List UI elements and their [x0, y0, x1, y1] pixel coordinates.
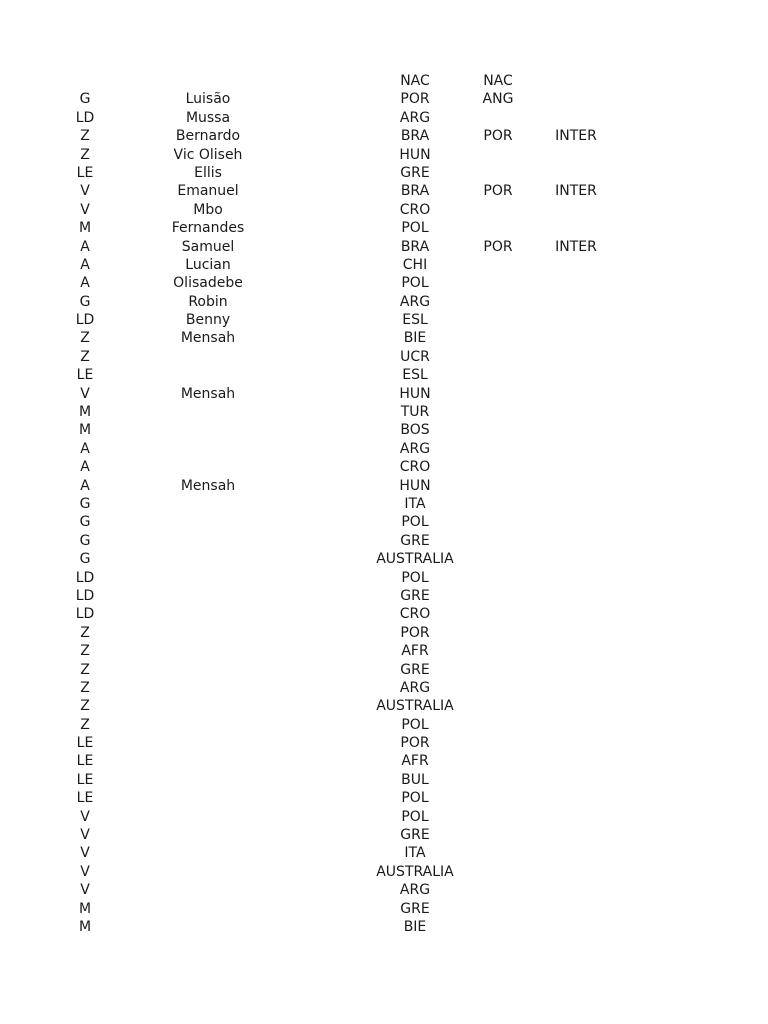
- position-cell: G: [79, 91, 91, 108]
- nationality-cell: AUSTRALIA: [376, 551, 454, 568]
- position-cell: V: [80, 882, 90, 899]
- table-row: [0, 293, 768, 311]
- nationality-cell: UCR: [400, 348, 430, 365]
- position-cell: M: [78, 900, 92, 917]
- nationality-cell: BRA: [400, 128, 430, 145]
- player-name-cell: Mensah: [180, 385, 236, 402]
- position-cell: LE: [76, 753, 94, 770]
- table-row: [0, 605, 768, 623]
- position-cell: V: [80, 827, 90, 844]
- table-row: [0, 550, 768, 568]
- table-row: [0, 661, 768, 679]
- player-name-cell: Ellis: [194, 164, 222, 181]
- nationality-cell: POR: [400, 735, 430, 752]
- table-row: [0, 238, 768, 256]
- position-cell: LD: [75, 312, 95, 329]
- position-cell: Z: [80, 146, 90, 163]
- nationality-cell: BOS: [400, 422, 430, 439]
- nationality-cell: ARG: [399, 440, 431, 457]
- table-row: [0, 421, 768, 439]
- table-row: [0, 808, 768, 826]
- nationality-cell: POR: [400, 91, 430, 108]
- nationality-cell: AFR: [401, 643, 429, 660]
- nationality-cell: ITA: [404, 845, 426, 862]
- table-row: [0, 771, 768, 789]
- nationality-cell: BIE: [403, 330, 427, 347]
- position-cell: V: [80, 845, 90, 862]
- nationality-cell: CHI: [402, 256, 428, 273]
- player-name-cell: Mensah: [180, 330, 236, 347]
- player-name-cell: Luisão: [185, 91, 231, 108]
- player-name-cell: Mensah: [180, 477, 236, 494]
- table-row: [0, 642, 768, 660]
- nationality-cell: AUSTRALIA: [376, 863, 454, 880]
- player-name-cell: Benny: [185, 312, 231, 329]
- nationality-cell: ARG: [399, 679, 431, 696]
- club-cell: INTER: [555, 128, 597, 145]
- second-nationality-cell: POR: [483, 128, 513, 145]
- position-cell: A: [80, 238, 90, 255]
- nationality-cell: ITA: [404, 495, 426, 512]
- position-cell: LE: [76, 367, 94, 384]
- table-row: [0, 918, 768, 936]
- position-cell: A: [80, 459, 90, 476]
- position-cell: V: [80, 808, 90, 825]
- player-name-cell: Mussa: [185, 109, 231, 126]
- player-name-cell: Fernandes: [171, 220, 245, 237]
- table-row: [0, 164, 768, 182]
- table-row: [0, 844, 768, 862]
- table-row: [0, 329, 768, 347]
- second-nationality-cell: NAC: [483, 73, 513, 89]
- nationality-cell: POL: [401, 808, 429, 825]
- position-cell: Z: [80, 624, 90, 641]
- nationality-cell: HUN: [399, 477, 431, 494]
- position-cell: G: [79, 293, 91, 310]
- position-cell: G: [79, 514, 91, 531]
- nationality-cell: POL: [401, 275, 429, 292]
- nationality-cell: ESL: [402, 367, 428, 384]
- position-cell: M: [78, 220, 92, 237]
- nationality-cell: NAC: [400, 73, 430, 89]
- position-cell: Z: [80, 716, 90, 733]
- nationality-cell: GRE: [400, 587, 430, 604]
- position-cell: M: [78, 404, 92, 421]
- position-cell: Z: [80, 330, 90, 347]
- player-name-cell: Samuel: [181, 238, 235, 255]
- nationality-cell: POL: [401, 569, 429, 586]
- player-name-cell: Olisadebe: [173, 275, 243, 292]
- player-name-cell: Lucian: [185, 256, 231, 273]
- table-row: [0, 900, 768, 918]
- table-row: [0, 146, 768, 164]
- nationality-cell: POR: [400, 624, 430, 641]
- table-row: [0, 90, 768, 108]
- position-cell: A: [80, 256, 90, 273]
- nationality-cell: HUN: [399, 385, 431, 402]
- nationality-cell: AUSTRALIA: [376, 698, 454, 715]
- table-row: [0, 477, 768, 495]
- nationality-cell: POL: [401, 514, 429, 531]
- table-row: [0, 127, 768, 145]
- position-cell: LD: [75, 109, 95, 126]
- position-cell: Z: [80, 679, 90, 696]
- nationality-cell: TUR: [400, 404, 430, 421]
- table-row: [0, 385, 768, 403]
- nationality-cell: POL: [401, 716, 429, 733]
- position-cell: LD: [75, 569, 95, 586]
- nationality-cell: CRO: [399, 459, 431, 476]
- table-row: [0, 587, 768, 605]
- table-row: [0, 348, 768, 366]
- position-cell: Z: [80, 128, 90, 145]
- nationality-cell: GRE: [400, 827, 430, 844]
- nationality-cell: ARG: [399, 882, 431, 899]
- position-cell: Z: [80, 661, 90, 678]
- nationality-cell: BUL: [401, 771, 429, 788]
- nationality-cell: GRE: [400, 661, 430, 678]
- table-row: [0, 256, 768, 274]
- player-name-cell: Bernardo: [175, 128, 241, 145]
- table-row: [0, 403, 768, 421]
- position-cell: Z: [80, 643, 90, 660]
- nationality-cell: BRA: [400, 238, 430, 255]
- position-cell: M: [78, 422, 92, 439]
- table-row: [0, 201, 768, 219]
- nationality-cell: GRE: [400, 532, 430, 549]
- nationality-cell: BRA: [400, 183, 430, 200]
- player-name-cell: Mbo: [193, 201, 223, 218]
- table-row: [0, 458, 768, 476]
- player-name-cell: Robin: [188, 293, 228, 310]
- nationality-cell: HUN: [399, 146, 431, 163]
- nationality-cell: POL: [401, 790, 429, 807]
- second-nationality-cell: POR: [483, 183, 513, 200]
- position-cell: LD: [75, 587, 95, 604]
- position-cell: A: [80, 477, 90, 494]
- nationality-cell: GRE: [400, 900, 430, 917]
- nationality-cell: ARG: [399, 293, 431, 310]
- player-name-cell: Emanuel: [177, 183, 239, 200]
- table-row: [0, 752, 768, 770]
- table-row: [0, 219, 768, 237]
- nationality-cell: AFR: [401, 753, 429, 770]
- nationality-cell: CRO: [399, 606, 431, 623]
- player-name-cell: Vic Oliseh: [173, 146, 243, 163]
- position-cell: V: [80, 183, 90, 200]
- table-row: [0, 72, 768, 90]
- table-row: [0, 366, 768, 384]
- table-row: [0, 513, 768, 531]
- table-row: [0, 440, 768, 458]
- position-cell: Z: [80, 348, 90, 365]
- nationality-cell: BIE: [403, 918, 427, 935]
- position-cell: LE: [76, 735, 94, 752]
- player-table: [0, 72, 768, 936]
- table-row: [0, 734, 768, 752]
- position-cell: V: [80, 385, 90, 402]
- position-cell: G: [79, 495, 91, 512]
- table-row: [0, 716, 768, 734]
- club-cell: INTER: [555, 238, 597, 255]
- nationality-cell: GRE: [400, 164, 430, 181]
- table-row: [0, 569, 768, 587]
- position-cell: A: [80, 275, 90, 292]
- second-nationality-cell: ANG: [482, 91, 514, 108]
- position-cell: LE: [76, 164, 94, 181]
- nationality-cell: POL: [401, 220, 429, 237]
- table-row: [0, 495, 768, 513]
- table-row: [0, 789, 768, 807]
- table-row: [0, 679, 768, 697]
- position-cell: LE: [76, 790, 94, 807]
- table-row: [0, 532, 768, 550]
- table-row: [0, 697, 768, 715]
- nationality-cell: ARG: [399, 109, 431, 126]
- position-cell: G: [79, 551, 91, 568]
- position-cell: LD: [75, 606, 95, 623]
- nationality-cell: CRO: [399, 201, 431, 218]
- position-cell: LE: [76, 771, 94, 788]
- table-row: [0, 182, 768, 200]
- club-cell: INTER: [555, 183, 597, 200]
- position-cell: V: [80, 863, 90, 880]
- table-row: [0, 826, 768, 844]
- second-nationality-cell: POR: [483, 238, 513, 255]
- table-row: [0, 881, 768, 899]
- table-row: [0, 109, 768, 127]
- nationality-cell: ESL: [402, 312, 428, 329]
- position-cell: M: [78, 918, 92, 935]
- position-cell: A: [80, 440, 90, 457]
- position-cell: Z: [80, 698, 90, 715]
- table-row: [0, 274, 768, 292]
- table-row: [0, 624, 768, 642]
- table-row: [0, 863, 768, 881]
- position-cell: V: [80, 201, 90, 218]
- table-row: [0, 311, 768, 329]
- position-cell: G: [79, 532, 91, 549]
